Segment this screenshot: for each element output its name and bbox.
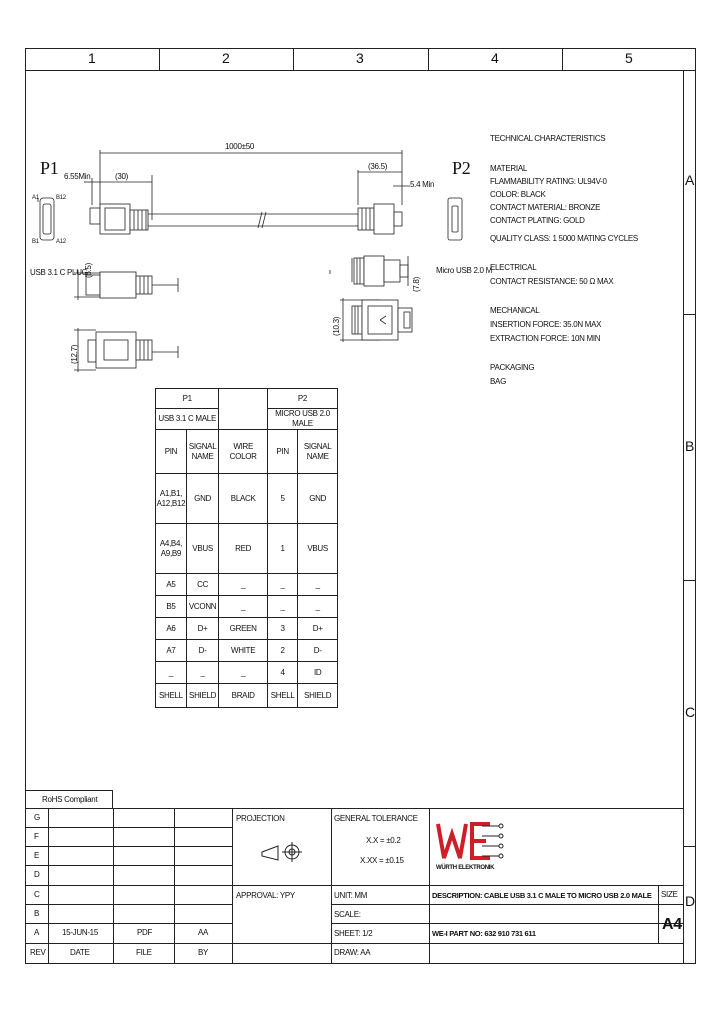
scale-label: SCALE: [334, 910, 361, 919]
zone-col-2: 2 [222, 50, 230, 66]
date-header: DATE [70, 948, 90, 957]
unit-label: UNIT: MM [334, 891, 368, 900]
brand-name: WÜRTH ELEKTRONIK [436, 865, 495, 871]
table-cell: _ [298, 574, 338, 596]
table-cell: D+ [186, 618, 219, 640]
p2-caption: Micro USB 2.0 M [436, 266, 492, 275]
size-label: SIZE [661, 890, 678, 899]
table-cell: SHIELD [186, 684, 219, 708]
dim-36-5: (36.5) [368, 162, 388, 171]
table-cell: A6 [156, 618, 187, 640]
tech-color: COLOR: BLACK [490, 190, 546, 199]
table-cell: BRAID [219, 684, 268, 708]
file-header: FILE [136, 948, 152, 957]
pin-table-p1-head: P1 [156, 389, 219, 409]
tolerance-xx: X.XX = ±0.15 [360, 856, 404, 865]
table-cell: ID [298, 662, 338, 684]
rev-a-by: AA [198, 928, 209, 937]
table-cell: RED [219, 524, 268, 574]
pin-table-p1-type: USB 3.1 C MALE [156, 409, 219, 430]
rev-header: REV [30, 948, 46, 957]
tech-quality-class: QUALITY CLASS: 1 5000 MATING CYCLES [490, 234, 638, 243]
tech-material-heading: MATERIAL [490, 164, 528, 173]
table-cell: 4 [267, 662, 297, 684]
dim-length: 1000±50 [225, 142, 254, 151]
table-cell: D- [186, 640, 219, 662]
tech-contact-plating: CONTACT PLATING: GOLD [490, 216, 585, 225]
table-cell: VCONN [186, 596, 219, 618]
tech-mechanical-heading: MECHANICAL [490, 306, 540, 315]
table-cell: B5 [156, 596, 187, 618]
tech-insertion-force: INSERTION FORCE: 35.0N MAX [490, 320, 602, 329]
table-cell: SHELL [156, 684, 187, 708]
p1-face-b1: B1 [32, 239, 39, 245]
draw-label: DRAW: AA [334, 948, 371, 957]
table-cell: A4,B4, A9,B9 [156, 524, 187, 574]
zone-row-d: D [685, 893, 696, 909]
rev-c: C [34, 890, 40, 899]
table-cell: A7 [156, 640, 187, 662]
rev-d: D [34, 870, 40, 879]
dim-30: (30) [115, 172, 129, 181]
tech-electrical-heading: ELECTRICAL [490, 263, 537, 272]
dim-5-4: 5.4 Min [410, 180, 435, 189]
table-cell: CC [186, 574, 219, 596]
table-cell: A1,B1, A12,B12 [156, 474, 187, 524]
rev-a-file: PDF [137, 928, 153, 937]
table-cell: VBUS [298, 524, 338, 574]
p2-label: P2 [452, 158, 471, 178]
table-cell: _ [219, 662, 268, 684]
zone-row-b: B [685, 438, 695, 454]
tech-contact-material: CONTACT MATERIAL: BRONZE [490, 203, 601, 212]
pin-table-p2-head: P2 [267, 389, 337, 409]
table-cell: _ [219, 574, 268, 596]
part-number: WE-I PART NO: 632 910 731 611 [432, 929, 536, 938]
pin-table-p2-type: MICRO USB 2.0 MALE [267, 409, 337, 430]
pin-table-hdr-signal2: SIGNAL NAME [298, 430, 338, 474]
dim-7-8: (7.8) [412, 277, 421, 292]
dim-12-7: (12.7) [70, 344, 79, 364]
table-cell: 2 [267, 640, 297, 662]
tech-packaging-heading: PACKAGING [490, 363, 535, 372]
zone-col-1: 1 [88, 50, 96, 66]
p1-label: P1 [40, 158, 59, 178]
description: DESCRIPTION: CABLE USB 3.1 C MALE TO MICRO USB 2.0 MALE [432, 891, 652, 900]
p1-face-a12: A12 [56, 239, 66, 245]
zone-row-a: A [685, 172, 695, 188]
zone-col-5: 5 [625, 50, 633, 66]
table-cell: SHIELD [298, 684, 338, 708]
rev-f: F [34, 832, 39, 841]
zone-col-4: 4 [491, 50, 499, 66]
rev-a-date: 15-JUN-15 [62, 928, 98, 937]
size-value: A4 [662, 916, 682, 933]
tech-contact-resistance: CONTACT RESISTANCE: 50 Ω MAX [490, 277, 614, 286]
general-tolerance: GENERAL TOLERANCE [334, 814, 418, 823]
table-cell: GREEN [219, 618, 268, 640]
table-cell: BLACK [219, 474, 268, 524]
tech-flammability: FLAMMABILITY RATING: UL94V-0 [490, 177, 607, 186]
dim-6-55: 6.55Min [64, 172, 91, 181]
rev-b: B [34, 909, 40, 918]
table-cell: _ [267, 596, 297, 618]
dim-10-3: (10.3) [332, 316, 341, 336]
rev-e: E [34, 851, 40, 860]
brand-logo [434, 816, 506, 876]
table-cell: D- [298, 640, 338, 662]
tech-bag: BAG [490, 377, 506, 386]
table-cell: _ [298, 596, 338, 618]
pin-table-hdr-wire: WIRE COLOR [219, 430, 268, 474]
table-cell: _ [156, 662, 187, 684]
p1-face-b12: B12 [56, 195, 66, 201]
table-cell: _ [186, 662, 219, 684]
pin-table-hdr-pin: PIN [156, 430, 187, 474]
pin-table-hdr-pin2: PIN [267, 430, 297, 474]
table-cell: 5 [267, 474, 297, 524]
table-cell: 3 [267, 618, 297, 640]
tech-title: TECHNICAL CHARACTERISTICS [490, 134, 606, 143]
table-cell: D+ [298, 618, 338, 640]
p1-face-a1: A1 [32, 195, 39, 201]
rev-g: G [34, 813, 40, 822]
dim-6-5: (6.5) [84, 263, 93, 278]
table-cell: _ [267, 574, 297, 596]
zone-col-3: 3 [356, 50, 364, 66]
by-header: BY [198, 948, 209, 957]
table-cell: GND [298, 474, 338, 524]
table-cell: SHELL [267, 684, 297, 708]
pin-table-hdr-signal: SIGNAL NAME [186, 430, 219, 474]
table-cell: _ [219, 596, 268, 618]
p1-caption: USB 3.1 C PLUG [30, 268, 88, 277]
table-cell: A5 [156, 574, 187, 596]
table-cell: GND [186, 474, 219, 524]
table-cell: VBUS [186, 524, 219, 574]
rev-a: A [34, 928, 40, 937]
approval-label: APPROVAL: YPY [236, 891, 295, 900]
zone-row-c: C [685, 704, 696, 720]
projection-label: PROJECTION [236, 814, 285, 823]
table-cell: WHITE [219, 640, 268, 662]
tolerance-x: X.X = ±0.2 [366, 836, 401, 845]
rohs-compliant: RoHS Compliant [42, 795, 98, 804]
tech-extraction-force: EXTRACTION FORCE: 10N MIN [490, 334, 601, 343]
sheet-label: SHEET: 1/2 [334, 929, 373, 938]
table-cell: 1 [267, 524, 297, 574]
